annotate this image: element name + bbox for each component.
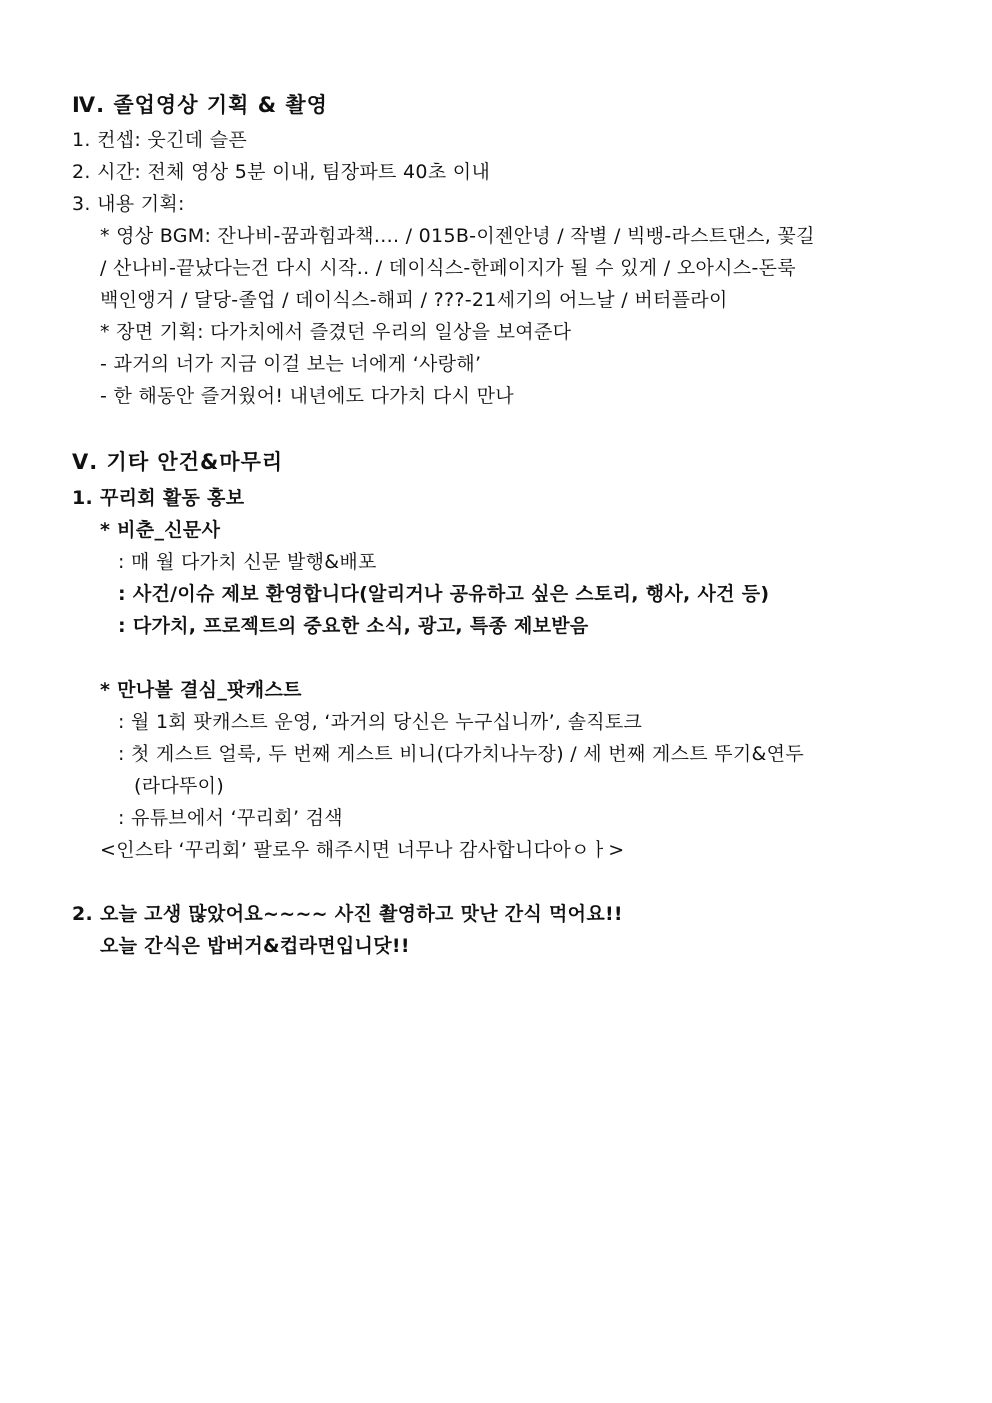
section-5-item-1: 1. 꾸리회 활동 홍보	[72, 487, 245, 509]
section-5-item-2: 2. 오늘 고생 많았어요~~~~ 사진 촬영하고 맛난 간식 먹어요!!	[72, 903, 623, 925]
section-5-heading: Ⅴ. 기타 안건&마무리	[72, 450, 284, 474]
bgm-list-line-3: 백인앵거 / 달당-졸업 / 데이식스-해피 / ???-21세기의 어느날 / 버터플라이	[100, 289, 728, 311]
section-4-heading: Ⅳ. 졸업영상 기획 & 촬영	[72, 93, 328, 117]
bgm-list-line-2: / 산나비-끝났다는건 다시 시작.. / 데이식스-한페이지가 될 수 있게 / 오아시스-돈룩	[100, 257, 796, 279]
bgm-list-line-1: * 영상 BGM: 잔나비-꿈과힘과책.... / 015B-이젠안녕 / 작별 / 빅뱅-라스트댄스, 꽃길	[100, 225, 815, 247]
podcast-detail-3: : 유튜브에서 ‘꾸리회’ 검색	[118, 807, 343, 829]
podcast-detail-1: : 월 1회 팟캐스트 운영, ‘과거의 당신은 누구십니까’, 솔직토크	[118, 711, 643, 733]
scene-plan: * 장면 기획: 다가치에서 즐겼던 우리의 일상을 보여준다	[100, 321, 572, 343]
newspaper-detail-1: : 매 월 다가치 신문 발행&배포	[118, 551, 377, 573]
scene-dash-2: - 한 해동안 즐거웠어! 내년에도 다가치 다시 만나	[100, 385, 514, 407]
scene-dash-1: - 과거의 너가 지금 이걸 보는 너에게 ‘사랑해’	[100, 353, 482, 375]
newspaper-title: * 비춘_신문사	[100, 519, 221, 541]
podcast-title: * 만나볼 결심_팟캐스트	[100, 679, 302, 701]
newspaper-detail-3: : 다가치, 프로젝트의 중요한 소식, 광고, 특종 제보받음	[118, 615, 589, 637]
podcast-detail-2-cont: (라다뚜이)	[134, 775, 225, 797]
instagram-note: <인스타 ‘꾸리회’ 팔로우 해주시면 너무나 감사합니다아ㅇㅏ>	[100, 839, 625, 861]
section-4-item-3: 3. 내용 기획:	[72, 193, 185, 215]
section-4-item-1: 1. 컨셉: 웃긴데 슬픈	[72, 129, 248, 151]
section-5-item-2-cont: 오늘 간식은 밥버거&컵라면입니닷!!	[100, 935, 410, 957]
section-4-item-2: 2. 시간: 전체 영상 5분 이내, 팀장파트 40초 이내	[72, 161, 491, 183]
newspaper-detail-2: : 사건/이슈 제보 환영합니다(알리거나 공유하고 싶은 스토리, 행사, 사건 등)	[118, 583, 770, 605]
podcast-detail-2: : 첫 게스트 얼룩, 두 번째 게스트 비니(다가치나누장) / 세 번째 게스트 뚜기&연두	[118, 743, 804, 765]
